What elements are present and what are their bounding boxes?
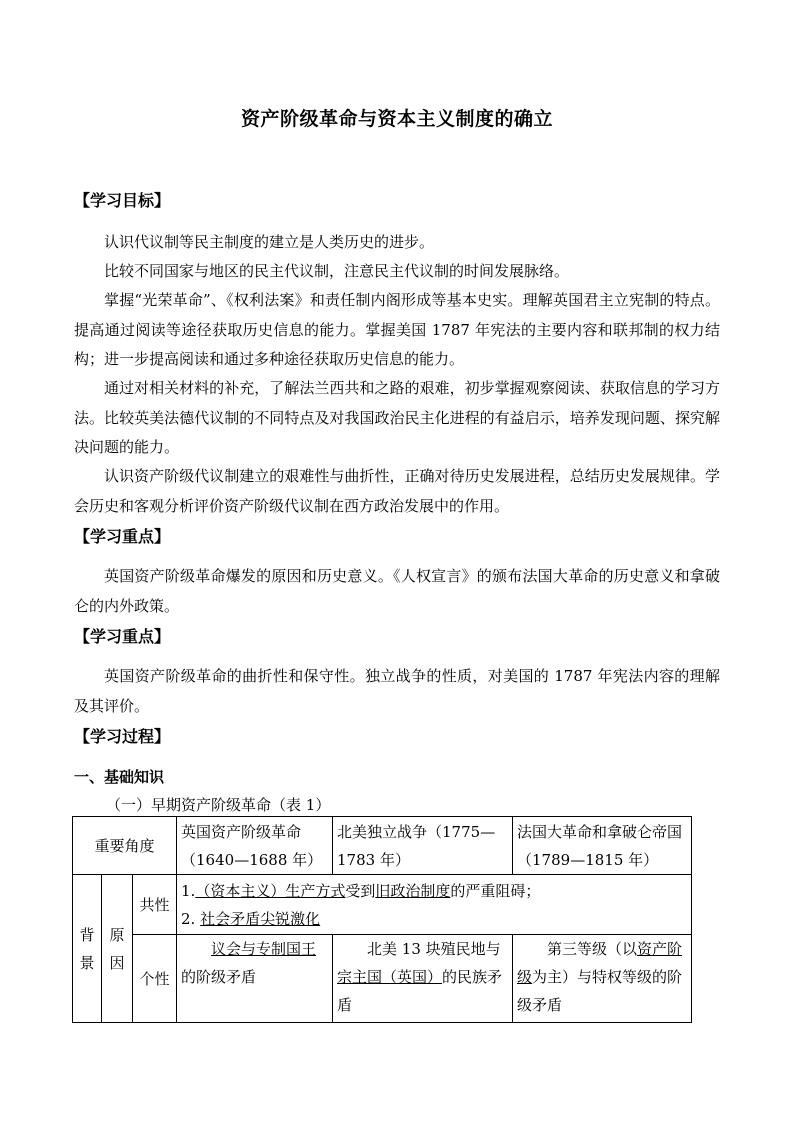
common-cause-row bbox=[73, 875, 692, 935]
process-heading: 【学习过程】 bbox=[74, 727, 171, 746]
individual-label: 个性 bbox=[133, 935, 177, 1023]
common-cause-2: 2. 社会矛盾尖锐激化 bbox=[181, 909, 321, 928]
individual-france: 第三等级（以资产阶级为主）与特权等级的阶级矛盾 bbox=[513, 935, 692, 1023]
answer-blank: 社会矛盾尖锐激化 bbox=[200, 909, 321, 928]
individual-america: 北美 13 块殖民地与宗主国（英国）的民族矛盾 bbox=[333, 935, 513, 1023]
objective-paragraph-2: 比较不同国家与地区的民主代议制，注意民主代议制的时间发展脉络。 bbox=[104, 262, 570, 280]
revolution-table bbox=[72, 816, 692, 1023]
answer-blank: 宗主国（英国） bbox=[337, 968, 443, 986]
common-cause-cell bbox=[177, 875, 692, 935]
difficult-points-text: 英国资产阶级革命的曲折性和保守性。独立战争的性质，对美国的 1787 年宪法内容的理解及其评价。 bbox=[74, 667, 720, 715]
page-title: 资产阶级革命与资本主义制度的确立 bbox=[240, 108, 553, 130]
row-background-label: 背景 bbox=[73, 875, 102, 1023]
answer-blank: 议会与专制国王 bbox=[211, 940, 317, 958]
key-points-text: 英国资产阶级革命爆发的原因和历史意义。《人权宣言》的颁布法国大革命的历史意义和拿破仑的内外政策。 bbox=[74, 567, 720, 615]
answer-blank: 资产阶级 bbox=[517, 940, 683, 986]
objective-paragraph-3: 掌握“光荣革命”、《权利法案》和责任制内阁形成等基本史实。理解英国君主立宪制的特点。提高通过阅读等途径获取历史信息的能力。掌握美国 1787 年宪法的主要内容和联邦制的权力结构；进一步提高阅读和通过多种途径获取历史信息的能力。 bbox=[74, 291, 720, 368]
table-header-row bbox=[73, 817, 692, 875]
header-america: 北美独立战争（1775—1783 年） bbox=[333, 817, 513, 875]
row-cause-label: 原因 bbox=[102, 875, 133, 1023]
header-england: 英国资产阶级革命（1640—1688 年） bbox=[177, 817, 333, 875]
objective-paragraph-5: 认识资产阶级代议制建立的艰难性与曲折性，正确对待历史发展进程，总结历史发展规律。学会历史和客观分析评价资产阶级代议制在西方政治发展中的作用。 bbox=[74, 467, 720, 515]
individual-england: 议会与专制国王的阶级矛盾 bbox=[177, 935, 333, 1023]
answer-blank: 旧政治制度 bbox=[375, 881, 451, 900]
common-cause-1: 1.（资本主义）生产方式受到旧政治制度的严重阻碍； bbox=[181, 881, 541, 900]
header-angle: 重要角度 bbox=[73, 817, 177, 875]
header-france: 法国大革命和拿破仑帝国（1789—1815 年） bbox=[513, 817, 692, 875]
objectives-heading: 【学习目标】 bbox=[74, 191, 171, 210]
answer-blank: （资本主义）生产方式 bbox=[195, 881, 346, 900]
objective-paragraph-4: 通过对相关材料的补充，了解法兰西共和之路的艰难，初步掌握观察阅读、获取信息的学习方法。比较英美法德代议制的不同特点及对我国政治民主化进程的有益启示，培养发现问题、探究解决问题的能力。 bbox=[74, 379, 720, 456]
key-points-heading: 【学习重点】 bbox=[74, 527, 171, 546]
difficult-points-heading: 【学习重点】 bbox=[74, 627, 171, 646]
basic-knowledge-heading: 一、基础知识 bbox=[74, 768, 165, 786]
objective-paragraph-1: 认识代议制等民主制度的建立是人类历史的进步。 bbox=[104, 233, 435, 251]
common-label: 共性 bbox=[133, 875, 177, 935]
table-caption: （一）早期资产阶级革命（表 1） bbox=[106, 796, 331, 814]
individual-cause-row bbox=[73, 935, 692, 1023]
